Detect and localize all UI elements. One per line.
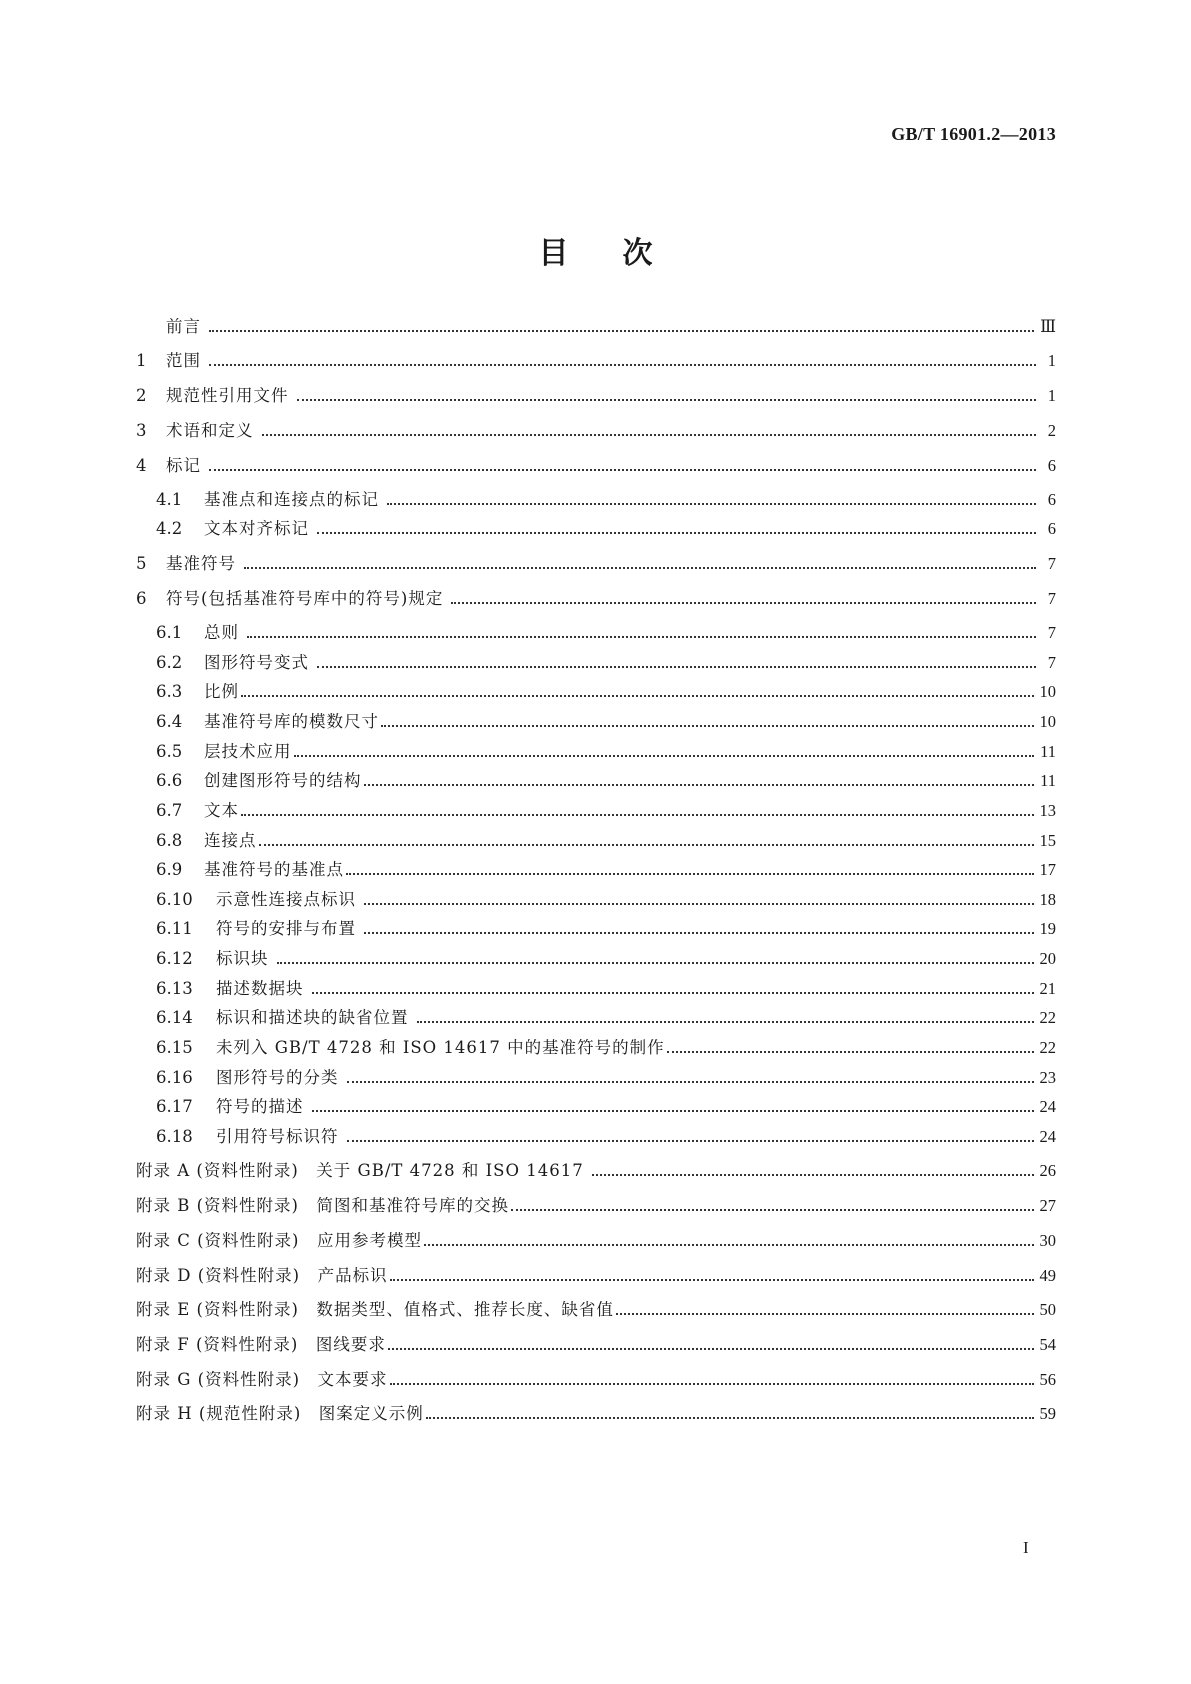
toc-entry-title: 符号的描述 <box>216 1097 304 1116</box>
toc-entry <box>156 1004 1056 1028</box>
toc-entry <box>156 1093 1056 1117</box>
toc-entry <box>156 827 1056 851</box>
toc-entry <box>156 797 1056 821</box>
toc-entry <box>156 1064 1056 1088</box>
toc-entry <box>136 1366 1056 1390</box>
toc-entry-title: 前言 <box>166 317 201 336</box>
toc-dot-leader <box>667 1051 1034 1053</box>
toc-dot-leader <box>424 1244 1034 1246</box>
toc-entry-title: 范围 <box>166 351 201 370</box>
toc-entry-page: 10 <box>1039 712 1056 731</box>
toc-entry-page: 1 <box>1047 386 1056 405</box>
toc-dot-leader <box>241 814 1034 816</box>
toc-entry-page: 23 <box>1039 1068 1056 1087</box>
toc-entry-page: 7 <box>1047 554 1056 573</box>
toc-entry <box>156 708 1056 732</box>
toc-entry-title: 文本对齐标记 <box>204 519 309 538</box>
toc-entry-title: 标识块 <box>216 949 269 968</box>
toc-entry <box>156 886 1056 910</box>
toc-entry-title: 引用符号标识符 <box>216 1127 339 1146</box>
toc-entry-page: 24 <box>1039 1127 1056 1146</box>
toc-entry <box>156 767 1056 791</box>
toc-entry-page: 18 <box>1039 890 1056 909</box>
toc-entry-title: 附录 B (资料性附录) 简图和基准符号库的交换 <box>136 1196 509 1215</box>
toc-entry <box>156 486 1056 510</box>
toc-entry-title: 标识和描述块的缺省位置 <box>216 1008 409 1027</box>
toc-entry <box>136 313 1056 337</box>
toc-entry <box>136 382 1056 406</box>
toc-entry-number: 6.16 <box>156 1068 193 1087</box>
toc-entry-title: 附录 D (资料性附录) 产品标识 <box>136 1266 388 1285</box>
toc-entry-number: 4 <box>136 456 147 475</box>
toc-entry-title: 附录 H (规范性附录) 图案定义示例 <box>136 1404 424 1423</box>
toc-entry-page: 7 <box>1047 653 1056 672</box>
toc-entry <box>136 1192 1056 1216</box>
toc-entry-page: 59 <box>1039 1404 1056 1423</box>
toc-entry-title: 符号的安排与布置 <box>216 919 356 938</box>
toc-entry-title: 基准符号 <box>166 554 236 573</box>
toc-dot-leader <box>277 962 1034 964</box>
toc-dot-leader <box>317 532 1036 534</box>
toc-entry-title: 示意性连接点标识 <box>216 890 356 909</box>
toc-dot-leader <box>364 932 1034 934</box>
toc-entry <box>136 1227 1056 1251</box>
toc-entry-page: 7 <box>1047 623 1056 642</box>
toc-entry-page: 13 <box>1039 801 1056 820</box>
toc-entry-title: 术语和定义 <box>166 421 254 440</box>
toc-entry <box>156 945 1056 969</box>
toc-entry-page: 11 <box>1040 742 1056 761</box>
toc-entry-number: 6.15 <box>156 1038 193 1057</box>
toc-dot-leader <box>381 725 1034 727</box>
toc-entry-number: 6.7 <box>156 801 183 820</box>
toc-entry-page: 20 <box>1039 949 1056 968</box>
toc-dot-leader <box>426 1417 1034 1419</box>
toc-entry-page: 19 <box>1039 919 1056 938</box>
toc-entry-title: 基准符号库的模数尺寸 <box>204 712 379 731</box>
toc-entry-page: 1 <box>1047 351 1056 370</box>
toc-dot-leader <box>347 1140 1034 1142</box>
toc-dot-leader <box>247 636 1036 638</box>
toc-entry-page: 6 <box>1047 490 1056 509</box>
toc-entry-number: 1 <box>136 351 147 370</box>
toc-entry-number: 6.3 <box>156 682 183 701</box>
toc-dot-leader <box>390 1279 1034 1281</box>
toc-entry <box>156 649 1056 673</box>
toc-entry <box>156 1034 1056 1058</box>
toc-entry-number: 5 <box>136 554 147 573</box>
toc-entry-page: 6 <box>1047 456 1056 475</box>
toc-entry-page: Ⅲ <box>1040 317 1056 336</box>
toc-entry <box>136 1157 1056 1181</box>
toc-entry-title: 连接点 <box>204 831 257 850</box>
toc-entry-title: 图形符号变式 <box>204 653 309 672</box>
toc-entry-page: 24 <box>1039 1097 1056 1116</box>
toc-dot-leader <box>244 567 1036 569</box>
toc-dot-leader <box>364 784 1035 786</box>
toc-entry-number: 2 <box>136 386 147 405</box>
toc-entry-title: 附录 A (资料性附录) 关于 GB/T 4728 和 ISO 14617 <box>136 1161 584 1180</box>
page-title: 目次 <box>538 236 707 271</box>
toc-entry-page: 6 <box>1047 519 1056 538</box>
toc-entry-page: 30 <box>1039 1231 1056 1250</box>
toc-entry-number: 6.17 <box>156 1097 193 1116</box>
toc-entry-title: 符号(包括基准符号库中的符号)规定 <box>166 589 444 608</box>
toc-dot-leader <box>417 1021 1034 1023</box>
toc-entry-page: 27 <box>1039 1196 1056 1215</box>
toc-dot-leader <box>616 1313 1034 1315</box>
toc-entry-number: 6.8 <box>156 831 183 850</box>
toc-entry-number: 6.14 <box>156 1008 193 1027</box>
toc-entry-page: 26 <box>1039 1161 1056 1180</box>
toc-entry <box>136 1331 1056 1355</box>
toc-entry-number: 6.9 <box>156 860 183 879</box>
toc-dot-leader <box>592 1174 1034 1176</box>
toc-entry-number: 6.6 <box>156 771 183 790</box>
toc-entry <box>136 1296 1056 1320</box>
toc-entry-title: 规范性引用文件 <box>166 386 289 405</box>
toc-entry <box>136 585 1056 609</box>
toc-entry-number: 4.2 <box>156 519 183 538</box>
toc-entry-title: 附录 F (资料性附录) 图线要求 <box>136 1335 386 1354</box>
toc-entry-title: 未列入 GB/T 4728 和 ISO 14617 中的基准符号的制作 <box>216 1038 665 1057</box>
toc-entry-page: 54 <box>1039 1335 1056 1354</box>
standard-code: GB/T 16901.2—2013 <box>891 124 1056 144</box>
toc-entry <box>156 619 1056 643</box>
toc-dot-leader <box>388 1348 1034 1350</box>
toc-entry-page: 22 <box>1039 1008 1056 1027</box>
toc-entry <box>136 452 1056 476</box>
toc-entry <box>136 1400 1056 1424</box>
toc-entry <box>156 738 1056 762</box>
toc-entry-title: 描述数据块 <box>216 979 304 998</box>
toc-entry-page: 50 <box>1039 1300 1056 1319</box>
toc-entry-page: 49 <box>1039 1266 1056 1285</box>
toc-dot-leader <box>294 755 1035 757</box>
toc-dot-leader <box>297 399 1037 401</box>
toc-entry <box>136 347 1056 371</box>
toc-entry-number: 6.4 <box>156 712 183 731</box>
toc-entry <box>156 515 1056 539</box>
toc-entry-number: 6.5 <box>156 742 183 761</box>
toc-entry-page: 56 <box>1039 1370 1056 1389</box>
toc-dot-leader <box>241 695 1034 697</box>
toc-entry-number: 6.18 <box>156 1127 193 1146</box>
toc-dot-leader <box>209 364 1036 366</box>
footer-page-number: I <box>1023 1538 1029 1557</box>
toc-entry-title: 总则 <box>204 623 239 642</box>
toc-entry <box>156 975 1056 999</box>
toc-dot-leader <box>312 992 1034 994</box>
toc-dot-leader <box>346 873 1034 875</box>
toc-entry-title: 基准点和连接点的标记 <box>204 490 379 509</box>
toc-dot-leader <box>259 844 1034 846</box>
toc-entry-number: 4.1 <box>156 490 183 509</box>
toc-entry-title: 附录 C (资料性附录) 应用参考模型 <box>136 1231 422 1250</box>
toc-entry-page: 22 <box>1039 1038 1056 1057</box>
toc-entry-number: 6.1 <box>156 623 183 642</box>
toc-dot-leader <box>390 1383 1034 1385</box>
toc-entry-title: 文本 <box>204 801 239 820</box>
toc-entry-number: 3 <box>136 421 147 440</box>
toc-entry-title: 标记 <box>166 456 201 475</box>
toc-entry-title: 创建图形符号的结构 <box>204 771 362 790</box>
toc-entry <box>136 1262 1056 1286</box>
toc-dot-leader <box>364 903 1034 905</box>
toc-entry-title: 图形符号的分类 <box>216 1068 339 1087</box>
toc-dot-leader <box>347 1081 1034 1083</box>
toc-entry-number: 6.11 <box>156 919 193 938</box>
toc-entry <box>156 678 1056 702</box>
toc-entry-page: 17 <box>1039 860 1056 879</box>
toc-entry-number: 6.2 <box>156 653 183 672</box>
toc-entry-number: 6.12 <box>156 949 193 968</box>
toc-entry-page: 10 <box>1039 682 1056 701</box>
toc-dot-leader <box>262 434 1037 436</box>
toc-dot-leader <box>387 503 1036 505</box>
toc-entry-title: 附录 E (资料性附录) 数据类型、值格式、推荐长度、缺省值 <box>136 1300 614 1319</box>
toc-dot-leader <box>209 469 1036 471</box>
toc-entry-number: 6 <box>136 589 147 608</box>
toc-entry <box>156 856 1056 880</box>
toc-entry-page: 21 <box>1039 979 1056 998</box>
toc-entry-page: 2 <box>1047 421 1056 440</box>
toc-entry <box>136 550 1056 574</box>
toc-dot-leader <box>209 330 1034 332</box>
toc-entry-number: 6.10 <box>156 890 193 909</box>
toc-entry-title: 基准符号的基准点 <box>204 860 344 879</box>
toc-entry-number: 6.13 <box>156 979 193 998</box>
toc-entry-page: 7 <box>1047 589 1056 608</box>
toc-dot-leader <box>317 666 1036 668</box>
toc-entry-title: 层技术应用 <box>204 742 292 761</box>
toc-entry <box>136 417 1056 441</box>
toc-entry-title: 比例 <box>204 682 239 701</box>
toc-entry-page: 15 <box>1039 831 1056 850</box>
toc-entry-page: 11 <box>1040 771 1056 790</box>
toc-entry <box>156 915 1056 939</box>
toc-entry <box>156 1123 1056 1147</box>
toc-dot-leader <box>511 1209 1034 1211</box>
toc-dot-leader <box>312 1110 1034 1112</box>
toc-entry-title: 附录 G (资料性附录) 文本要求 <box>136 1370 388 1389</box>
toc-dot-leader <box>451 602 1036 604</box>
